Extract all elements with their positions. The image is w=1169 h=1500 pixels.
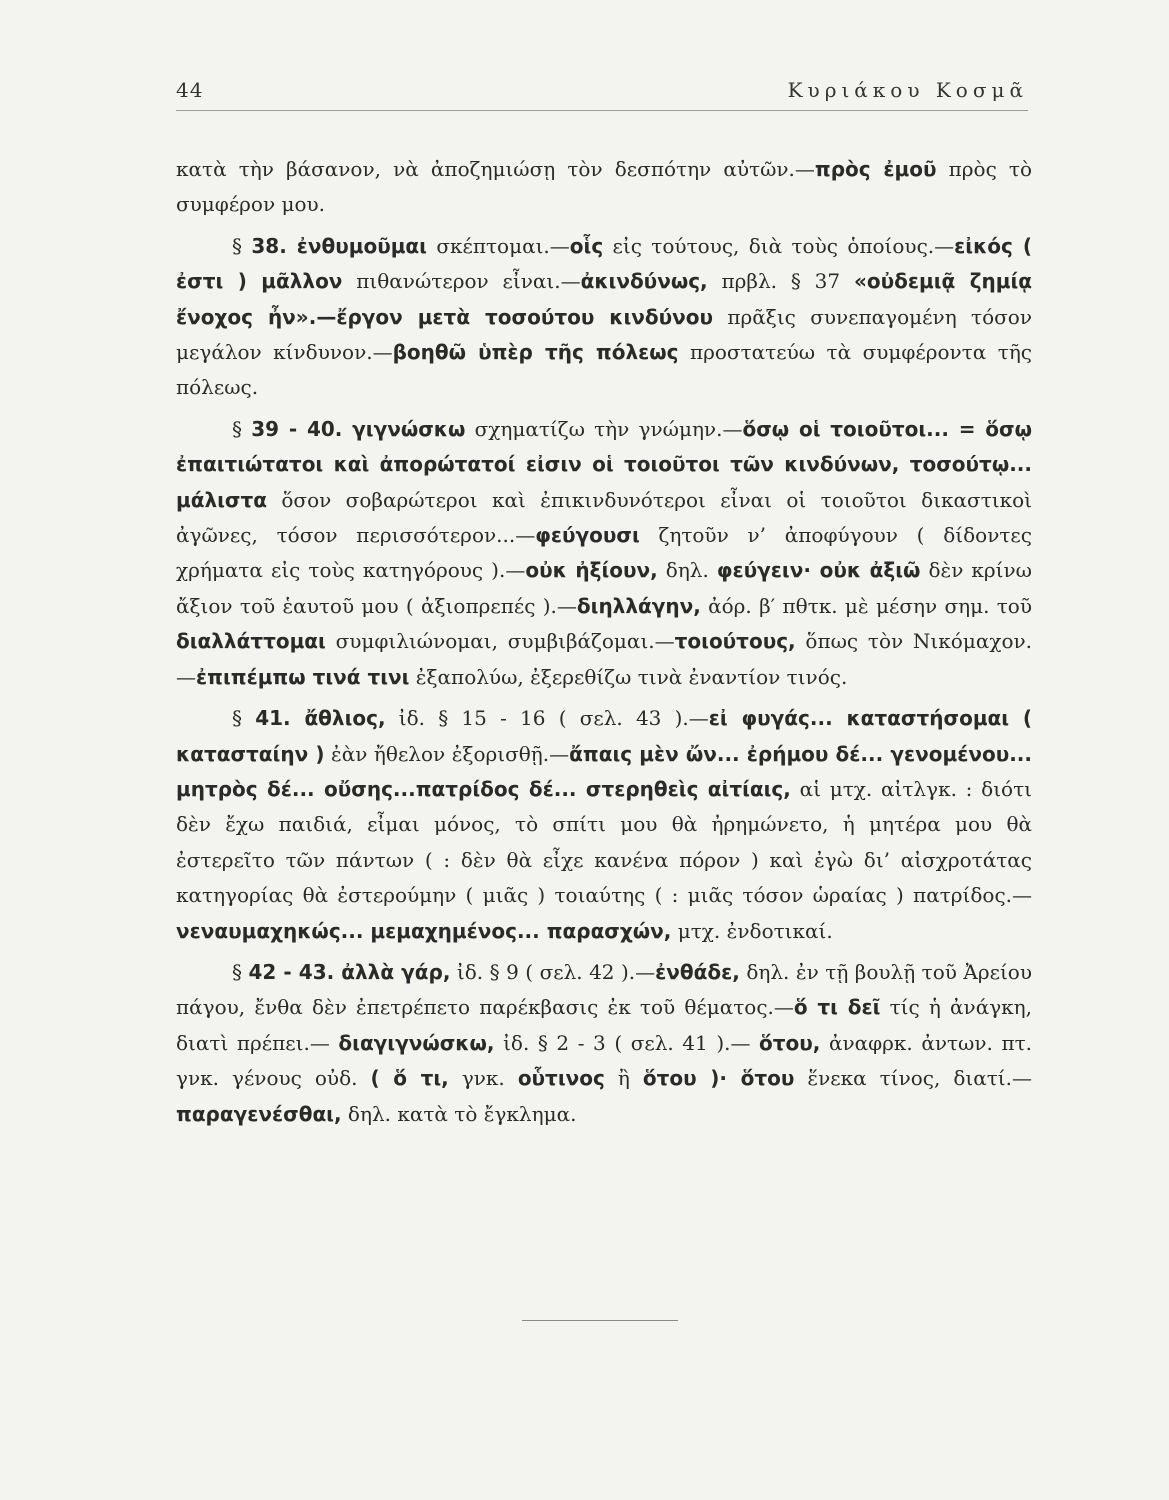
paragraph-41: § 41. ἄθλιος, ἰδ. § 15 - 16 ( σελ. 43 ).—εἰ φυγάς... καταστήσομαι ( κατασταίην ) ἐὰν ἤθελον ἐξορισθῇ.—ἄπαις μὲν ὤν... ἐρήμου δέ... γενομένου... μητρὸς δέ... οὔσης...πατρίδος δέ... στερηθεὶς αἰτίαις, αἱ μτχ. αἰτλγκ. : διότι δὲν ἔχω παιδιά, εἶμαι μόνος, τὸ σπίτι μου θὰ ἠρημώνετο, ἡ μητέρα μου θὰ ἐστερεῖτο τῶν πάντων ( : δὲν θὰ εἶχε κανένα πόρον ) καὶ ἐγὼ δι’ αἰσχροτάτας κατηγορίας θὰ ἐστερούμην ( μιᾶς ) τοιαύτης ( : μιᾶς τόσον ὡραίας ) πατρίδος.—νεναυμαχηκώς... μεμαχημένος... παρασχών, μτχ. ἐνδοτικαί. — [176, 706, 1033, 943]
paragraph-37-end: κατὰ τὴν βάσανον, νὰ ἀποζημιώσῃ τὸν δεσπότην αὐτῶν.—πρὸς ἐμοῦ πρὸς τὸ συμφέρον μου. — [176, 157, 1033, 217]
paragraph-39-40: § 39 - 40. γιγνώσκω σχηματίζω τὴν γνώμην.—ὅσῳ οἱ τοιοῦτοι... = ὅσῳ ἐπαιτιώτατοι καὶ ἀπορώτατοί εἰσιν οἱ τοιοῦτοι τῶν κινδύνων, τοσούτῳ... μάλιστα ὅσον σοβαρώτεροι καὶ ἐπικινδυνότεροι εἶναι οἱ τοιοῦτοι δικαστικοὶ ἀγῶνες, τόσον περισσότερον...—φεύγουσι ζητοῦν ν’ ἀποφύγουν ( δίδοντες χρήματα εἰς τοὺς κατηγόρους ).—οὐκ ἠξίουν, δηλ. φεύγειν· οὐκ ἀξιῶ δὲν κρίνω ἄξιον τοῦ ἑαυτοῦ μου ( ἀξιοπρεπές ).—διηλλάγην, ἀόρ. β′ πθτκ. μὲ μέσην σημ. τοῦ διαλλάττομαι συμφιλιώνομαι, συμβιβάζομαι.—τοιούτους, ὅπως τὸν Νικόμαχον.—ἐπιπέμπω τινά τινι ἐξαπολύω, ἐξερεθίζω τινὰ ἐναντίον τινός. — [176, 416, 1033, 689]
page-number: 44 — [176, 78, 204, 102]
running-title: Κυριάκου Κοσμᾶ — [787, 78, 1028, 102]
page-header — [176, 74, 1028, 111]
paragraph-42-43: § 42 - 43. ἀλλὰ γάρ, ἰδ. § 9 ( σελ. 42 ).—ἐνθάδε, δηλ. ἐν τῇ βουλῇ τοῦ Ἀρείου πάγου, ἔνθα δὲν ἐπετρέπετο παρέκβασις ἐκ τοῦ θέματος.—ὅ τι δεῖ τίς ἡ ἀνάγκη, διατὶ πρέπει.— διαγιγνώσκω, ἰδ. § 2 - 3 ( σελ. 41 ).— ὅτου, ἀναφρκ. ἀντων. πτ. γνκ. γένους οὐδ. ( ὅ τι, γνκ. οὗτινος ἢ ὅτου )· ὅτου ἕνεκα τίνος, διατί.—παραγενέσθαι, δηλ. κατὰ τὸ ἔγκλημα. — [176, 959, 1033, 1126]
commentary-body — [176, 152, 1032, 1132]
footer-rule — [522, 1320, 678, 1321]
paragraph-38: § 38. ἐνθυμοῦμαι σκέπτομαι.—οἷς εἰς τούτους, διὰ τοὺς ὁποίους.—εἰκός ( ἐστι ) μᾶλλον πιθανώτερον εἶναι.—ἀκινδύνως, πρβλ. § 37 «οὐδεμιᾷ ζημίᾳ ἔνοχος ἦν».—ἔργον μετὰ τοσούτου κινδύνου πρᾶξις συνεπαγομένη τόσον μεγάλον κίνδυνον.—βοηθῶ ὑπὲρ τῆς πόλεως προστατεύω τὰ συμφέροντα τῆς πόλεως. — [176, 233, 1033, 400]
